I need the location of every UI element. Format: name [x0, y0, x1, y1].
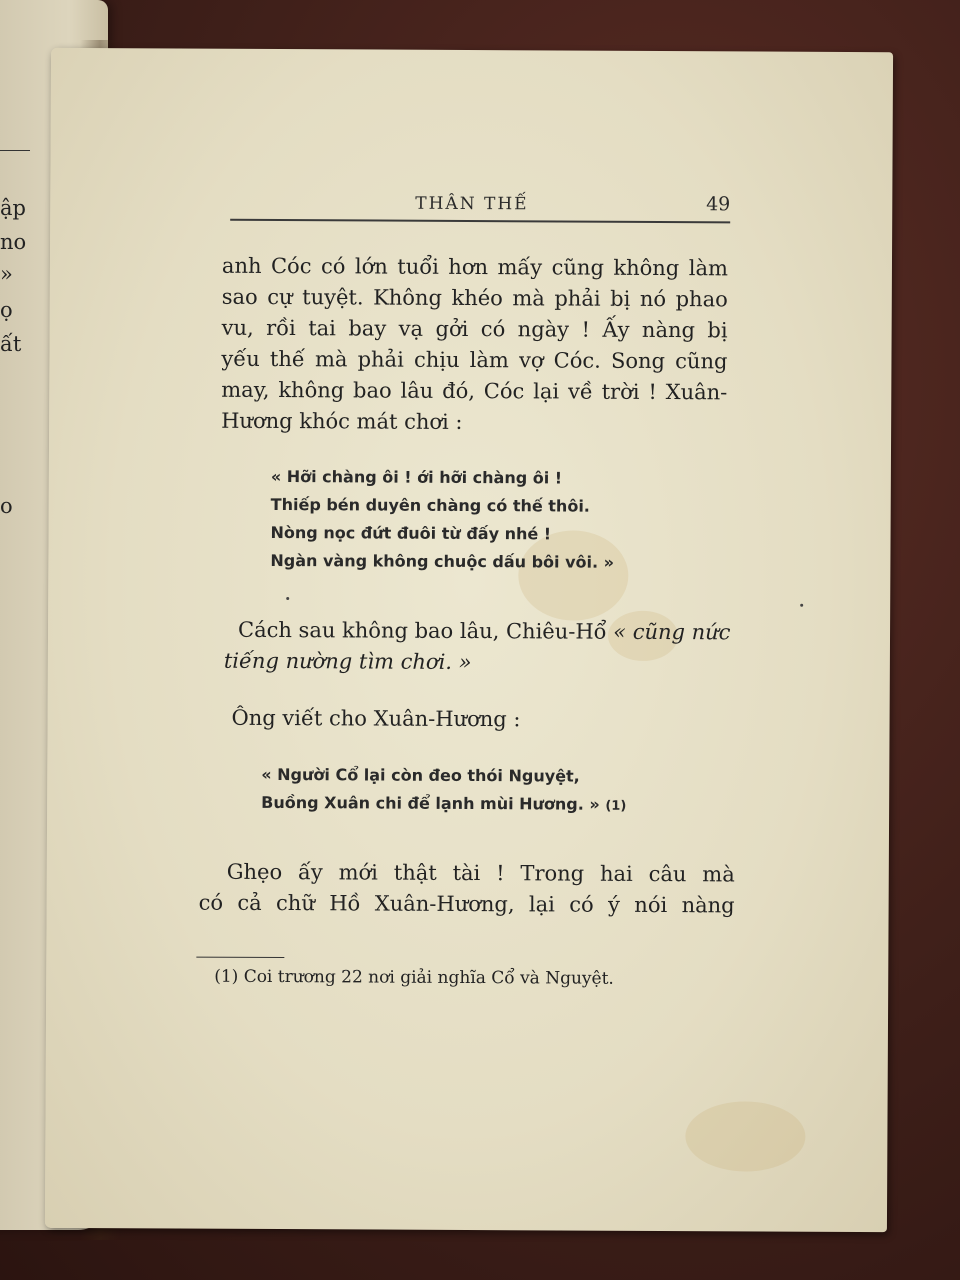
paragraph-2 — [224, 615, 734, 680]
paragraph-3 — [232, 703, 521, 736]
text-line: may, không bao lâu đó, Cóc lại về trời ! Xuân- — [221, 377, 728, 405]
text-line: có cả chữ Hồ Xuân-Hương, lại có ý nói nàng — [198, 890, 735, 918]
footnote: (1) Coi trương 22 nơi giải nghĩa Cổ và Nguyệt. — [214, 966, 614, 989]
verse-line: Nòng nọc đứt đuôi từ đấy nhé ! — [270, 522, 552, 544]
paper-speck — [286, 597, 289, 600]
verse-2 — [261, 761, 626, 821]
left-page-fragment: o — [0, 494, 13, 518]
book-page — [45, 48, 893, 1232]
text-line: anh Cóc có lớn tuổi hơn mấy cũng không làm — [221, 253, 729, 281]
paragraph-4 — [199, 857, 735, 922]
page-header — [230, 189, 730, 228]
running-head: THÂN THẾ — [415, 193, 529, 215]
verse-line: Thiếp bén duyên chàng có thế thôi. — [270, 494, 590, 516]
footnote-marker: (1) — [605, 798, 627, 814]
paper-stain — [685, 1101, 805, 1172]
text-line: Ghẹo ấy mới thật tài ! Trong hai câu mà — [226, 859, 735, 887]
verse-text: Buồng Xuân chi để lạnh mùi Hương. » — [261, 792, 600, 814]
text-segment: Cách sau không bao lâu, Chiêu-Hổ — [237, 617, 614, 644]
verse-line: « Hỡi chàng ôi ! ới hỡi chàng ôi ! — [270, 466, 563, 488]
verse-1 — [270, 463, 614, 577]
quoted-phrase: « cũng nức — [613, 619, 731, 645]
left-page-fragment: ập — [0, 196, 26, 220]
left-page-fragment: » — [0, 262, 13, 286]
left-page-fragment: ọ — [0, 298, 13, 322]
paragraph-1 — [221, 251, 728, 440]
verse-line — [261, 789, 626, 821]
verse-line: « Người Cổ lại còn đeo thói Nguyệt, — [261, 764, 580, 786]
quoted-phrase: tiếng nường tìm chơi. » — [223, 648, 472, 675]
header-rule — [230, 219, 730, 224]
text-line: sao cự tuyệt. Không khéo mà phải bị nó phao — [221, 284, 728, 312]
paper-speck — [800, 604, 803, 607]
footnote-rule — [196, 957, 284, 958]
text-line: Hương khóc mát chơi : — [221, 408, 463, 434]
left-page-rule — [0, 150, 30, 151]
left-page-fragment: ất — [0, 332, 22, 356]
text-line — [224, 615, 734, 649]
verse-line: Ngàn vàng không chuộc dấu bôi vôi. » — [270, 550, 615, 572]
page-number: 49 — [706, 193, 731, 216]
text-line: vu, rồi tai bay vạ gởi có ngày ! Ấy nàng bị — [221, 315, 728, 343]
text-line: yếu thế mà phải chịu làm vợ Cóc. Song cũng — [221, 346, 728, 374]
text-line: Ông viết cho Xuân-Hương : — [231, 705, 521, 732]
left-page-fragment: no — [0, 230, 27, 254]
